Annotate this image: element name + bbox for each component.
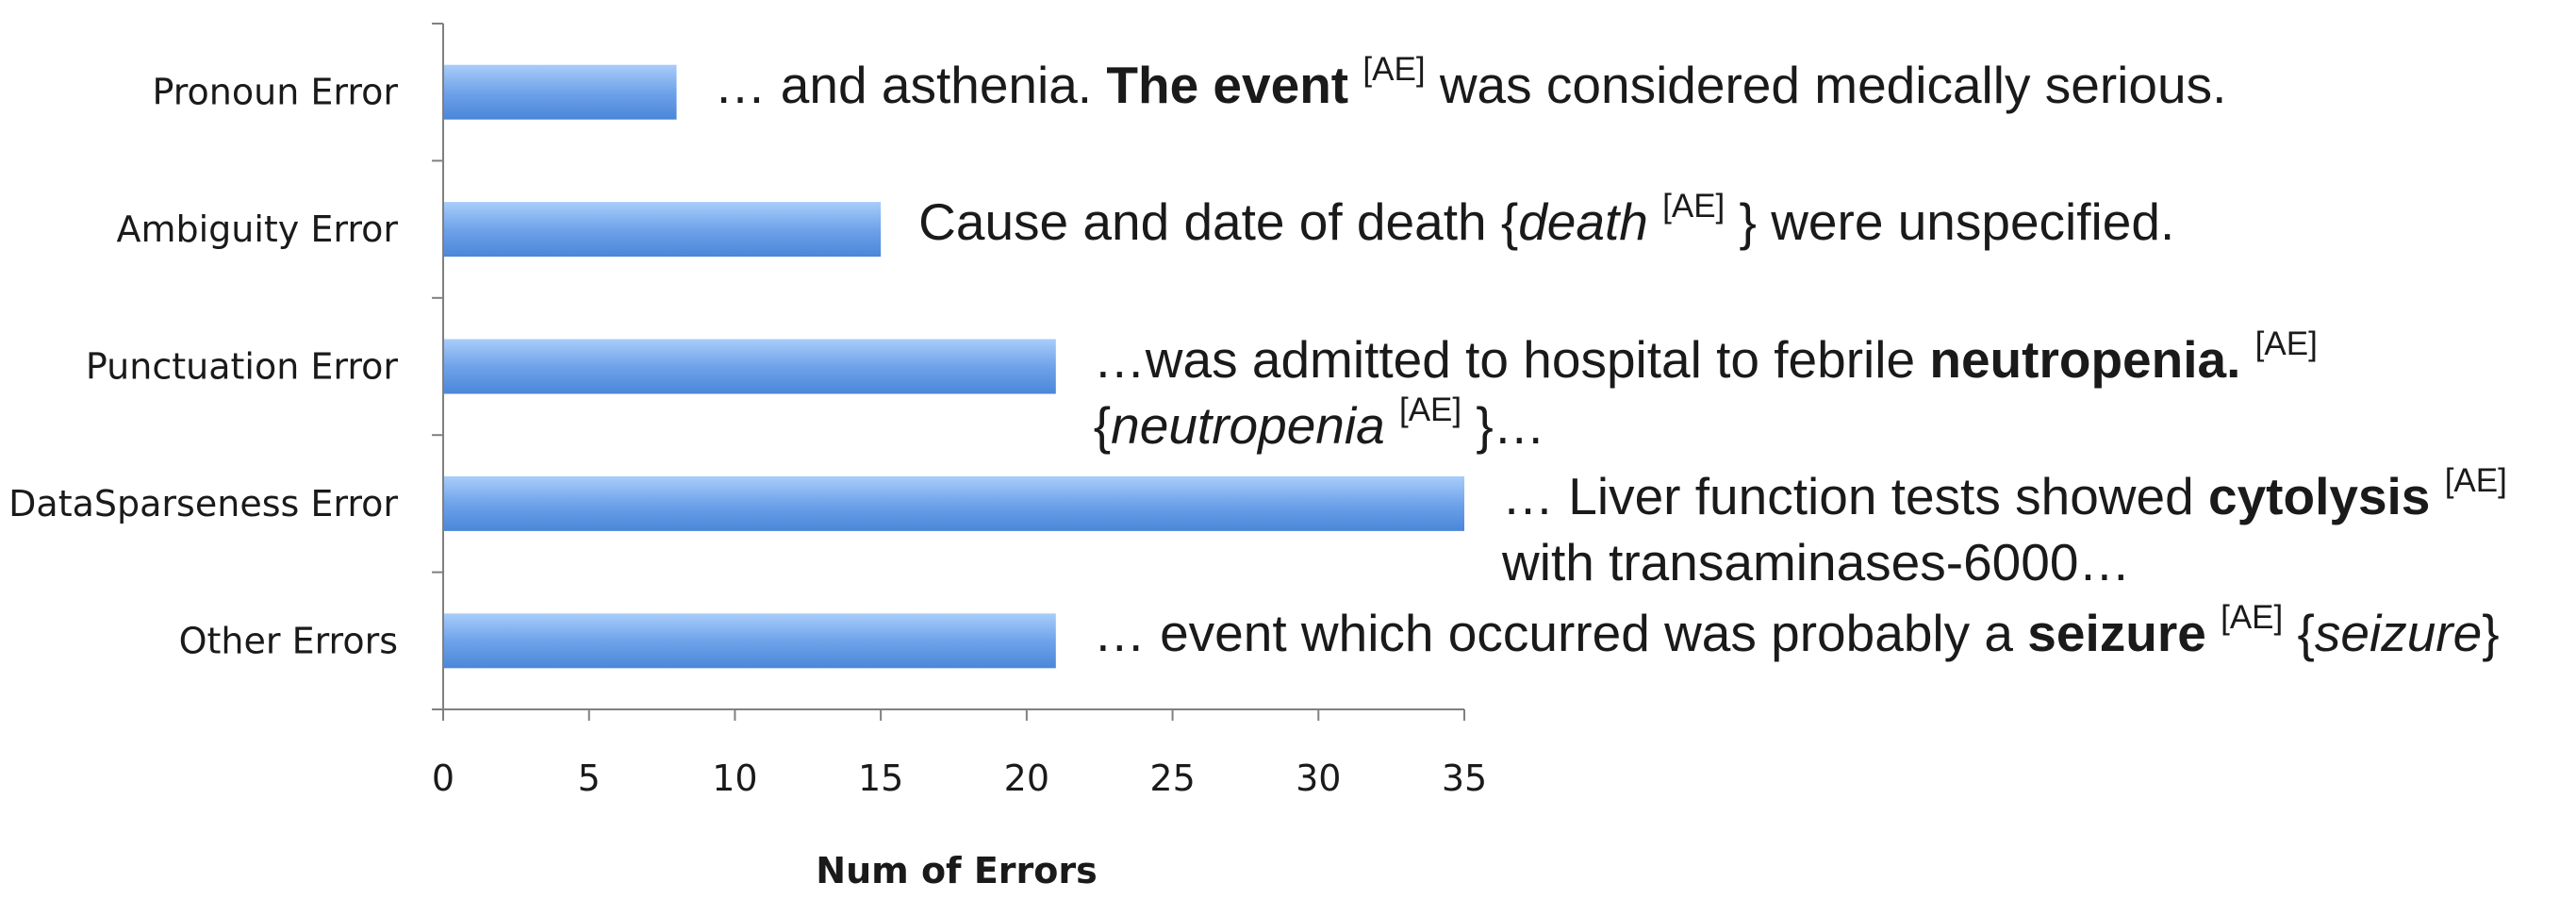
bar-punctuation-error [443,340,1056,394]
annotation-text: … Liver function tests showed [1502,466,2208,525]
x-tick-label: 30 [1296,757,1342,799]
ae-marker: [AE] [2221,599,2284,637]
annotation-text: { [2283,604,2315,663]
annotation-other-errors [1094,600,2500,666]
annotation-text [2430,467,2444,525]
annotation-text: { [1093,395,1112,455]
annotation-text: neutropenia [1111,395,1385,455]
annotation-line [1502,463,2507,529]
x-axis-title: Num of Errors [816,850,1098,891]
ae-marker: [AE] [1362,50,1426,88]
annotation-text [1348,56,1362,114]
annotation-line [1094,600,2500,666]
annotation-text: }… [1461,395,1545,455]
annotation-text: cytolysis [2207,466,2431,525]
annotation-line [1502,529,2507,595]
annotation-text: … and asthenia. [714,55,1107,114]
x-tick-label: 5 [577,757,601,799]
annotation-punctuation-error [1094,326,2318,458]
bar-datasparseness-error [443,476,1464,531]
annotation-text: } [2482,604,2500,663]
ae-marker: [AE] [1662,188,1726,225]
annotation-text: … event which occurred was probably a [1093,604,2028,663]
ae-marker: [AE] [2254,325,2318,362]
annotation-line [1094,392,2318,458]
x-tick-label: 10 [712,757,758,799]
annotation-text: seizure [2314,604,2483,663]
annotation-text: } were unspecified. [1725,192,2175,252]
annotation-ambiguity-error [918,189,2174,255]
category-label: DataSparseness Error [8,482,398,524]
annotation-line [715,52,2227,118]
x-tick-label: 0 [431,757,455,799]
ae-marker: [AE] [2444,461,2507,499]
annotation-line [918,189,2174,255]
category-labels [8,72,398,662]
annotation-text: was considered medically serious. [1425,55,2227,114]
ae-marker: [AE] [1398,391,1462,428]
x-tick-label: 25 [1149,757,1196,799]
annotation-text: neutropenia. [1929,329,2241,389]
x-tick-label: 35 [1441,757,1488,799]
annotation-line [1094,326,2318,392]
x-tick-label: 20 [1003,757,1050,799]
annotation-datasparseness-error [1502,463,2507,595]
bar-other-errors [443,613,1056,668]
bar-ambiguity-error [443,202,881,257]
annotation-text [2206,604,2221,662]
bar-pronoun-error [443,65,677,120]
annotation-text: seizure [2027,604,2206,663]
x-tick-labels [432,757,1487,799]
category-label: Pronoun Error [152,71,398,113]
category-label: Punctuation Error [85,345,398,388]
annotation-text: …was admitted to hospital to febrile [1093,329,1930,389]
annotation-text: death [1518,192,1648,252]
annotation-text [2240,330,2254,389]
annotation-text [1385,396,1399,455]
category-label: Ambiguity Error [116,208,398,251]
category-label: Other Errors [178,620,398,662]
annotation-text [1648,192,1662,251]
x-tick-label: 15 [857,757,904,799]
annotation-text: with transaminases-6000… [1502,532,2131,591]
annotation-text: The event [1106,55,1349,114]
annotation-pronoun-error [715,52,2227,118]
annotation-text: Cause and date of death { [918,192,1519,252]
